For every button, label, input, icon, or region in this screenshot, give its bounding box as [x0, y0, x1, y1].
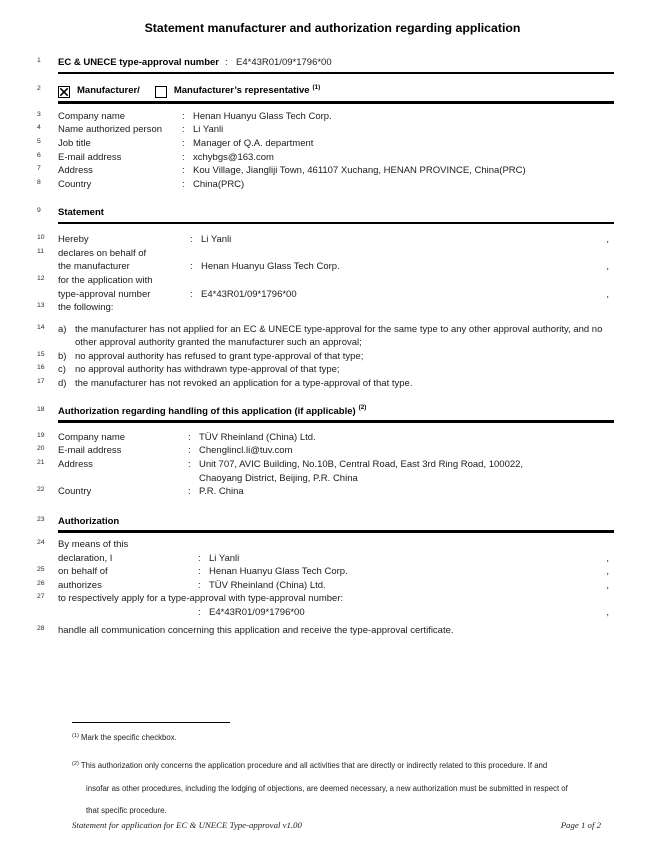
- field-value: xchybgs@163.com: [193, 151, 274, 163]
- role-selection-row: [37, 83, 614, 98]
- field-row: [37, 565, 614, 579]
- line-number: 13: [37, 302, 45, 310]
- field-label: E-mail address: [58, 445, 122, 457]
- colon-separator: :: [182, 151, 185, 163]
- statement-item: [37, 363, 614, 377]
- authorization-handling-section: [37, 431, 614, 499]
- field-label: declares on behalf of: [58, 247, 147, 259]
- field-value: TÜV Rheinland (China) Ltd.: [209, 579, 326, 591]
- statement-item: [37, 377, 614, 391]
- line-number: 12: [37, 274, 45, 282]
- page-footer-left: Statement for application for EC & UNECE Type-approval v1.00: [72, 820, 302, 830]
- closing-statement-text: handle all communication concerning this application and receive the type-approval certificate.: [58, 624, 454, 636]
- field-row: [37, 485, 614, 499]
- statement-item: [37, 350, 614, 364]
- field-row: [58, 288, 614, 302]
- field-value: E4*43R01/09*1796*00: [236, 57, 332, 68]
- field-value: Henan Huanyu Glass Tech Corp.: [193, 110, 332, 122]
- line-number: 4: [37, 124, 41, 132]
- field-row: [37, 247, 614, 261]
- footnote-text: Mark the specific checkbox.: [81, 733, 177, 742]
- field-row: [58, 606, 614, 620]
- field-row: [58, 552, 614, 566]
- field-row: [37, 164, 614, 178]
- field-row: [37, 110, 614, 124]
- footnote-1: [72, 732, 617, 745]
- manufacturer-section: [37, 110, 614, 192]
- field-label: Country: [58, 178, 92, 190]
- field-value: Unit 707, AVIC Building, No.10B, Central Road, East 3rd Ring Road, 100022,: [199, 459, 524, 471]
- line-number: 5: [37, 138, 41, 146]
- field-label: Address: [58, 459, 93, 471]
- field-row: [37, 538, 614, 552]
- line-number: 28: [37, 624, 45, 632]
- field-row-wrap: [58, 472, 614, 486]
- page-footer-right: Page 1 of 2: [560, 820, 601, 830]
- section-heading: Authorization regarding handling of this application (if applicable): [58, 405, 356, 417]
- line-number: 24: [37, 539, 45, 546]
- field-row: [37, 431, 614, 445]
- field-value: Li Yanli: [193, 124, 224, 136]
- line-number: 10: [37, 234, 45, 242]
- field-value: E4*43R01/09*1796*00: [209, 606, 305, 618]
- field-value: China(PRC): [193, 178, 245, 190]
- section-divider: [58, 72, 614, 75]
- field-value: Li Yanli: [209, 552, 240, 564]
- colon-separator: :: [188, 431, 191, 443]
- statement-declaration: [37, 233, 614, 315]
- line-number: 2: [37, 85, 41, 93]
- manufacturer-checkbox-checked[interactable]: [58, 86, 70, 98]
- field-row: [58, 260, 614, 274]
- authorization-heading-row: [37, 515, 614, 529]
- section-divider: [58, 420, 614, 423]
- field-value: E4*43R01/09*1796*00: [201, 288, 297, 300]
- field-label: type-approval number: [58, 288, 151, 300]
- manufacturer-option-label: Manufacturer/: [77, 85, 140, 97]
- representative-option-label: Manufacturer’s representative: [173, 85, 310, 97]
- field-row: [37, 624, 614, 638]
- colon-separator: :: [198, 566, 201, 578]
- field-value: Henan Huanyu Glass Tech Corp.: [209, 566, 348, 578]
- footnote-text-line: insofar as other procedures, including the lodging of objections, are deemed necessary, a new authorization must be submitted in respect of: [86, 784, 568, 793]
- footnotes-area: [72, 722, 617, 822]
- colon-separator: :: [188, 445, 191, 457]
- field-label: authorizes: [58, 579, 102, 591]
- item-letter: b): [58, 350, 67, 362]
- field-row: [37, 458, 614, 472]
- line-number: 16: [37, 364, 45, 372]
- field-label: Company name: [58, 110, 126, 122]
- trailing-comma: ,: [606, 234, 609, 246]
- colon-separator: :: [188, 486, 191, 498]
- footnote-separator: [72, 722, 230, 723]
- field-value: Chenglincl.li@tuv.com: [199, 445, 293, 457]
- field-row: [37, 579, 614, 593]
- line-number: 8: [37, 178, 41, 186]
- trailing-comma: ,: [606, 261, 609, 273]
- field-row: [37, 123, 614, 137]
- footnote-text-line: that specific procedure.: [86, 806, 167, 815]
- field-row: [37, 137, 614, 151]
- section-heading: Statement: [58, 206, 104, 218]
- colon-separator: :: [190, 234, 193, 246]
- checkbox-x-mark-icon: [59, 87, 69, 97]
- footnote-marker: (2): [72, 761, 79, 767]
- field-label: E-mail address: [58, 151, 122, 163]
- field-value-wrap: Chaoyang District, Beijing, P.R. China: [199, 472, 358, 484]
- field-label: for the application with: [58, 274, 153, 286]
- line-number: 3: [37, 110, 41, 118]
- item-letter: c): [58, 364, 66, 376]
- item-text: no approval authority has withdrawn type-approval of that type;: [75, 364, 340, 376]
- statement-heading-row: [37, 206, 614, 220]
- footnote-marker: (1): [72, 733, 79, 739]
- field-label: By means of this: [58, 539, 129, 550]
- footnote-text: This authorization only concerns the application procedure and all activities that are directly or indirectly related to this procedure. If and: [80, 761, 548, 770]
- page-footer: [72, 820, 601, 830]
- colon-separator: :: [198, 606, 201, 618]
- field-value: Manager of Q.A. department: [193, 138, 314, 150]
- line-number: 19: [37, 431, 45, 439]
- trailing-comma: ,: [606, 606, 609, 618]
- line-number: 22: [37, 486, 45, 494]
- line-number: 27: [37, 593, 45, 601]
- field-label: Name authorized person: [58, 124, 163, 136]
- colon-separator: :: [182, 110, 185, 122]
- field-label: Country: [58, 486, 92, 498]
- field-value: Kou Village, Jiangliji Town, 461107 Xuchang, HENAN PROVINCE, China(PRC): [193, 165, 526, 177]
- field-row: [37, 444, 614, 458]
- item-letter: a): [58, 323, 67, 335]
- item-letter: d): [58, 378, 67, 390]
- footnote-ref-2: (2): [358, 404, 367, 412]
- colon-separator: :: [182, 165, 185, 177]
- trailing-comma: ,: [606, 288, 609, 300]
- field-label: Company name: [58, 431, 126, 443]
- field-label: on behalf of: [58, 566, 108, 578]
- colon-separator: :: [198, 552, 201, 564]
- line-number: 11: [37, 247, 45, 255]
- colon-separator: :: [182, 138, 185, 150]
- line-number: 9: [37, 206, 41, 214]
- field-label: EC & UNECE type-approval number: [58, 57, 219, 68]
- footnote-2: [72, 755, 617, 822]
- approval-number-row: [37, 56, 614, 70]
- line-number: 20: [37, 445, 45, 453]
- field-label: Job title: [58, 138, 91, 150]
- field-label: Address: [58, 165, 93, 177]
- field-value: TÜV Rheinland (China) Ltd.: [199, 431, 316, 443]
- footnote-ref-1: (1): [312, 83, 321, 91]
- line-number: 7: [37, 165, 41, 173]
- field-row: [37, 592, 614, 606]
- item-text: the manufacturer has not applied for an EC & UNECE type-approval for the same type to any other approval authority, and no other approval authority granted the manufacturer such an approval;: [75, 323, 603, 349]
- line-number: 18: [37, 405, 45, 413]
- trailing-comma: ,: [606, 566, 609, 578]
- field-value: Li Yanli: [201, 234, 232, 246]
- field-row: [37, 274, 614, 288]
- authorization-section: [37, 538, 614, 637]
- footnote-text-line: [72, 755, 617, 778]
- field-label: to respectively apply for a type-approval with type-approval number:: [58, 593, 344, 605]
- line-number: 15: [37, 350, 45, 358]
- line-number: 23: [37, 515, 45, 523]
- field-row: [37, 178, 614, 192]
- line-number: 17: [37, 378, 45, 386]
- colon-separator: :: [225, 57, 228, 68]
- section-divider: [58, 101, 614, 104]
- field-value: Henan Huanyu Glass Tech Corp.: [201, 261, 340, 273]
- field-row: [37, 151, 614, 165]
- line-number: 25: [37, 566, 45, 574]
- field-row: [37, 301, 614, 315]
- trailing-comma: ,: [606, 579, 609, 591]
- section-divider: [58, 530, 614, 533]
- trailing-comma: ,: [606, 552, 609, 564]
- field-label: declaration, I: [58, 552, 113, 564]
- colon-separator: :: [198, 579, 201, 591]
- line-number: 26: [37, 579, 45, 587]
- representative-checkbox-unchecked[interactable]: [155, 86, 167, 98]
- authorization-handling-heading-row: [37, 404, 614, 419]
- line-number: 6: [37, 151, 41, 159]
- statement-items: [37, 323, 614, 391]
- line-number: 14: [37, 323, 45, 331]
- colon-separator: :: [190, 288, 193, 300]
- colon-separator: :: [182, 124, 185, 136]
- section-divider: [58, 222, 614, 225]
- item-text: the manufacturer has not revoked an application for a type-approval of that type.: [75, 378, 413, 390]
- statement-item: [37, 323, 614, 350]
- field-label: the following:: [58, 302, 114, 314]
- field-row: [37, 233, 614, 247]
- field-value: P.R. China: [199, 486, 244, 498]
- field-label: the manufacturer: [58, 261, 130, 273]
- field-label: Hereby: [58, 234, 89, 246]
- item-text: no approval authority has refused to grant type-approval of that type;: [75, 350, 364, 362]
- section-heading: Authorization: [58, 515, 120, 527]
- line-number: 1: [37, 57, 41, 64]
- colon-separator: :: [188, 459, 191, 471]
- line-number: 21: [37, 459, 45, 467]
- document-title: Statement manufacturer and authorization regarding application: [144, 21, 521, 35]
- document-body: [37, 56, 614, 637]
- colon-separator: :: [182, 178, 185, 190]
- colon-separator: :: [190, 261, 193, 273]
